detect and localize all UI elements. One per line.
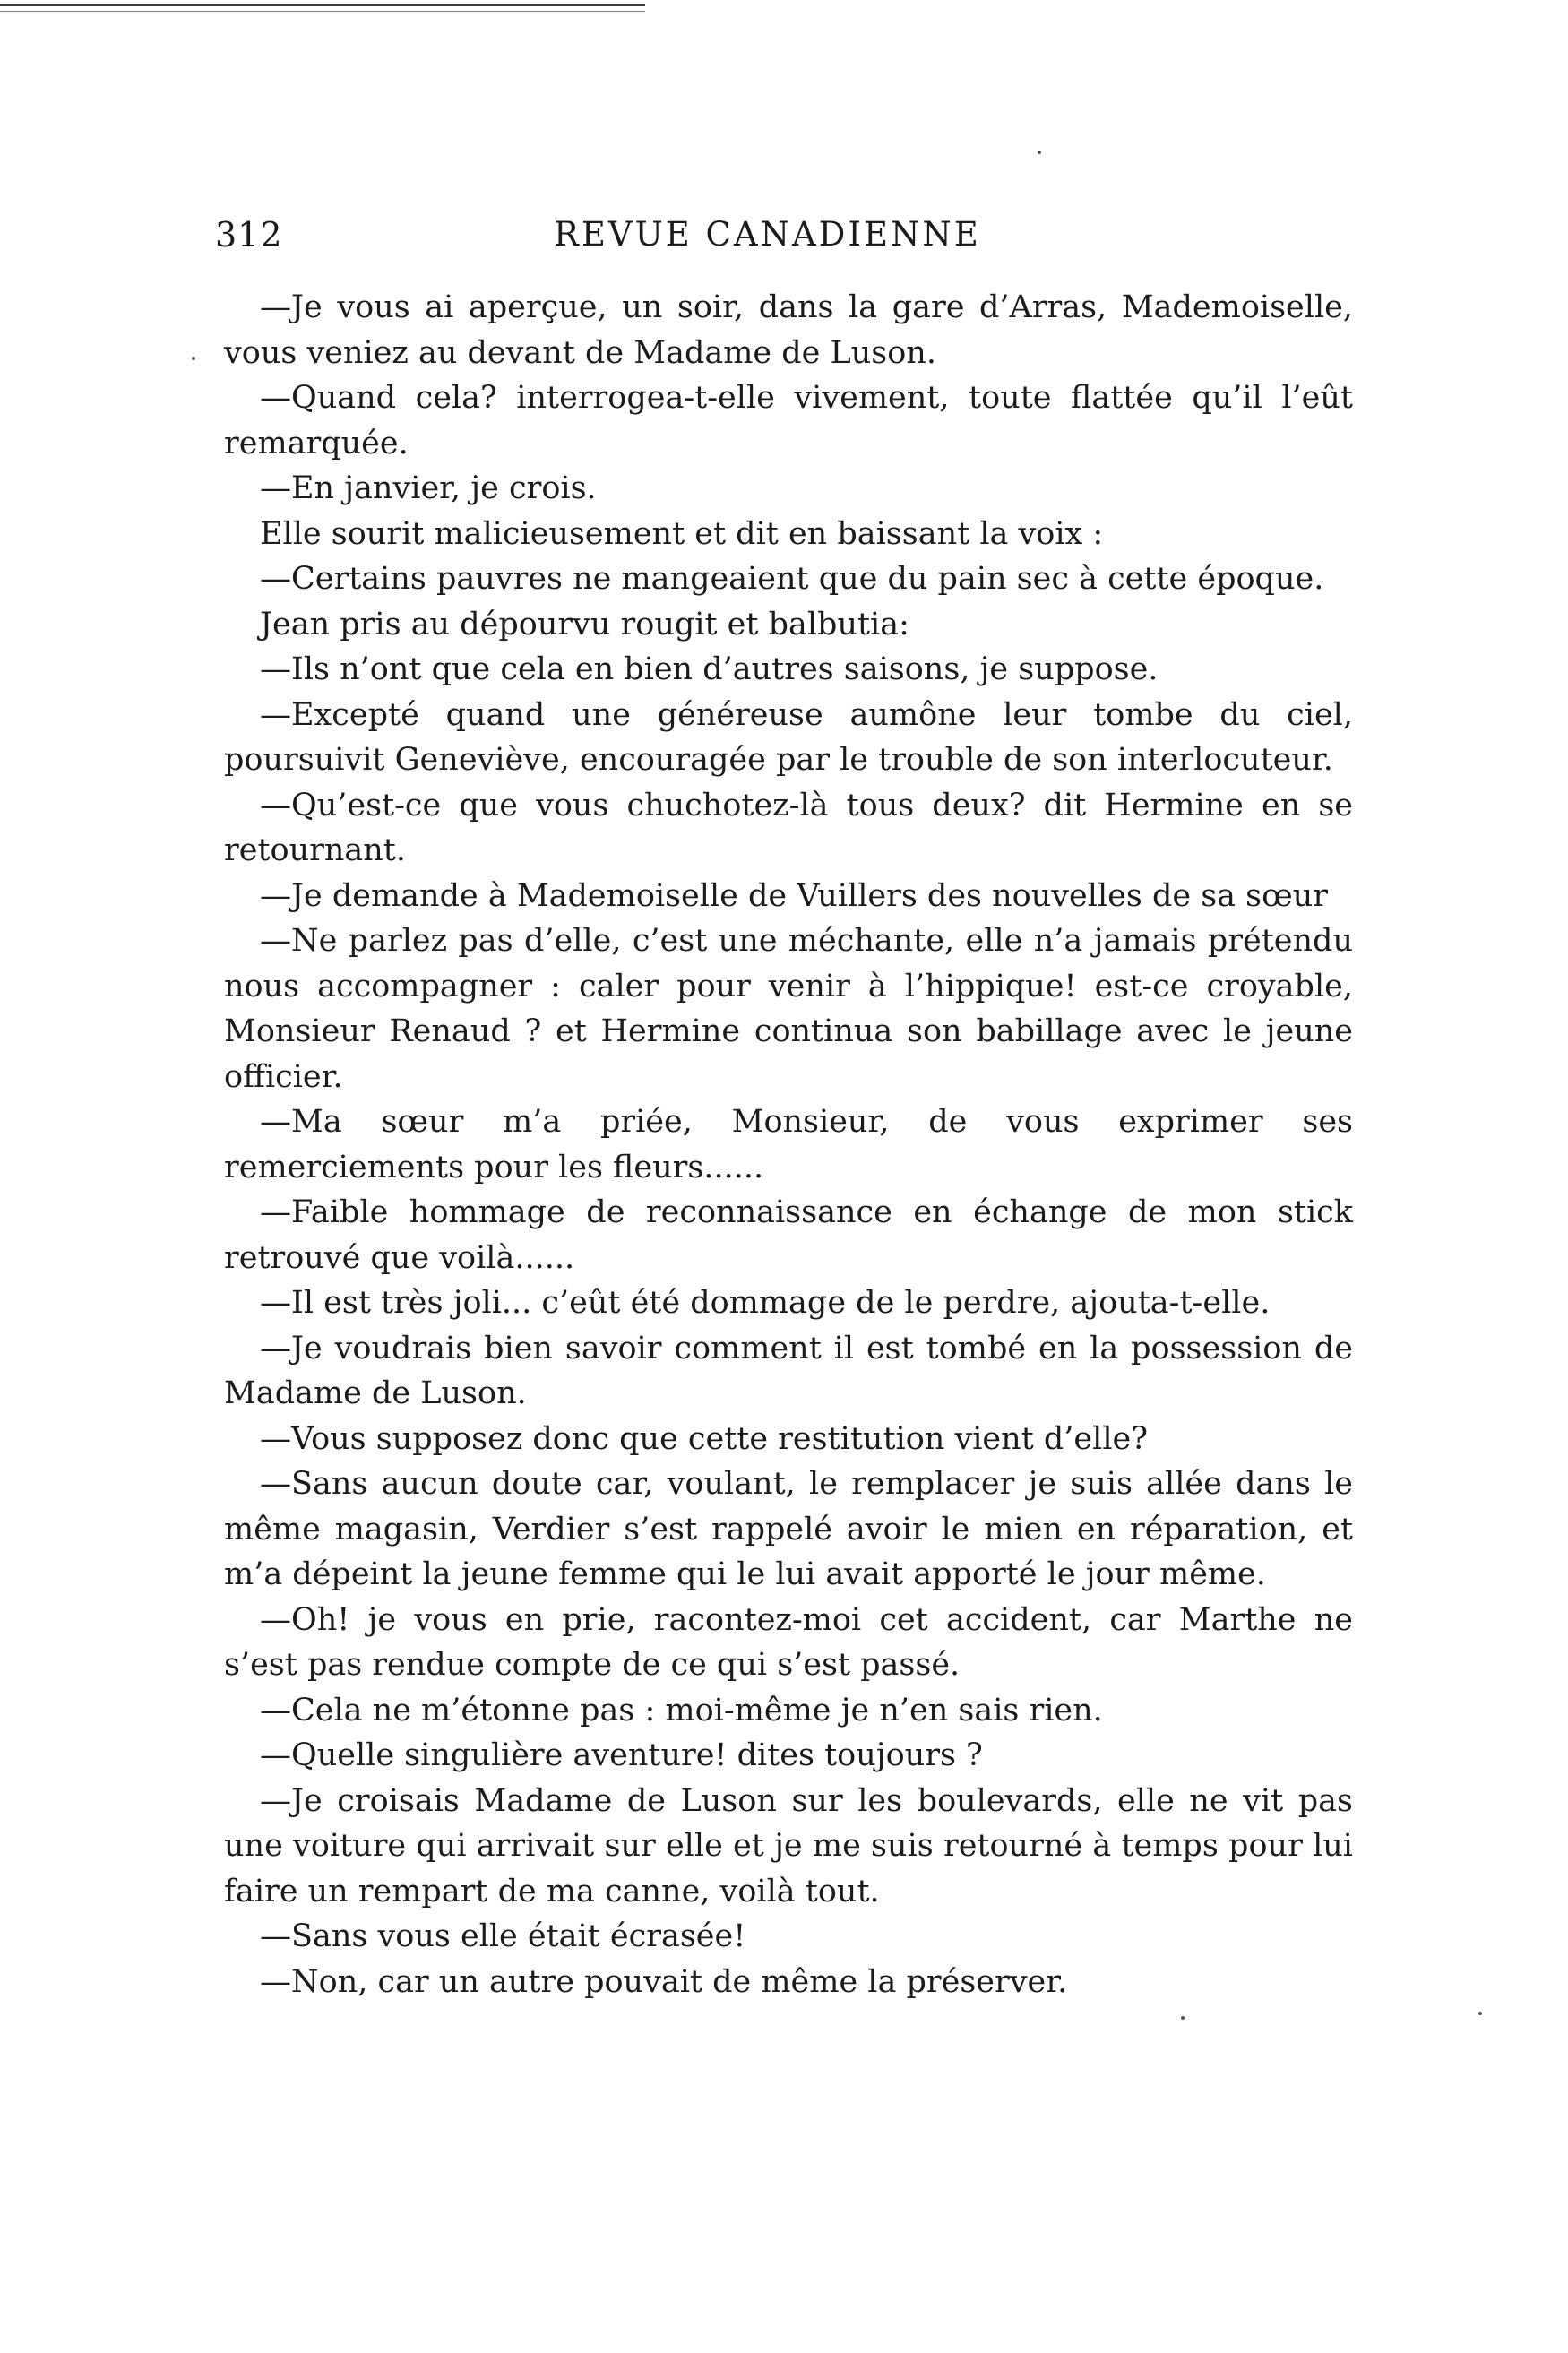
scan-edge-rule — [0, 4, 645, 6]
scan-speck — [1181, 2016, 1185, 2020]
paragraph: —Certains pauvres ne mangeaient que du pain sec à cette époque. — [260, 561, 1324, 597]
paragraph: —Cela ne m’étonne pas : moi-même je n’en sais rien. — [260, 1692, 1103, 1728]
scan-edge-rule-thin — [0, 11, 645, 12]
paragraph: Elle sourit malicieusement et dit en baissant la voix : — [260, 515, 1104, 552]
paragraph: —Je voudrais bien savoir comment il est tombé en la possession de Madame de Luson. — [224, 1330, 1353, 1411]
paragraph: —Vous supposez donc que cette restitution vient d’elle? — [260, 1420, 1148, 1457]
paragraph: —Je vous ai aperçue, un soir, dans la gare d’Arras, Mademoiselle, vous veniez au devant de Madame de Luson. — [224, 289, 1353, 371]
scan-speck — [1478, 2012, 1482, 2015]
paragraph: —Quand cela? interrogea-t-elle vivement, toute flattée qu’il l’eût remarquée. — [224, 380, 1353, 461]
page-number: 312 — [215, 215, 283, 254]
paragraph: —Sans aucun doute car, voulant, le remplacer je suis allée dans le même magasin, Verdier s’est rappelé avoir le mien en réparation, et m’a dépeint la jeune femme qui le lui avait apporté le jour même. — [224, 1466, 1353, 1592]
paragraph: Jean pris au dépourvu rougit et balbutia: — [260, 606, 909, 642]
paragraph: —Non, car un autre pouvait de même la préserver. — [260, 1963, 1068, 2000]
paragraph: —Sans vous elle était écrasée! — [260, 1918, 746, 1954]
paragraph: —Quelle singulière aventure! dites toujours ? — [260, 1737, 983, 1773]
paragraph: —Ma sœur m’a priée, Monsieur, de vous exprimer ses remerciements pour les fleurs...... — [224, 1104, 1353, 1185]
paragraph: —Je demande à Mademoiselle de Vuillers des nouvelles de sa sœur — [260, 877, 1328, 914]
paragraph: —Faible hommage de reconnaissance en échange de mon stick retrouvé que voilà...... — [224, 1194, 1353, 1276]
paragraph: —Je croisais Madame de Luson sur les boulevards, elle ne vit pas une voiture qui arrivait sur elle et je me suis retourné à temps pour lui faire un rempart de ma canne, voilà tout. — [224, 1782, 1353, 1909]
paragraph: —Excepté quand une généreuse aumône leur tombe du ciel, poursuivit Geneviève, encouragée par le trouble de son interlocuteur. — [224, 696, 1353, 778]
paragraph: —Oh! je vous en prie, racontez-moi cet accident, car Marthe ne s’est pas rendue compte de ce qui s’est passé. — [224, 1601, 1353, 1683]
running-header — [215, 215, 1353, 269]
scan-speck — [1038, 151, 1041, 154]
body-text — [224, 285, 1353, 2004]
paragraph: —Ne parlez pas d’elle, c’est une méchante, elle n’a jamais prétendu nous accompagner : caler pour venir à l’hippique! est-ce croyable, Monsieur Renaud ? et Hermine continua son babillage avec le jeune officier. — [224, 923, 1353, 1095]
journal-title: REVUE CANADIENNE — [554, 215, 981, 254]
paragraph: —Il est très joli... c’eût été dommage de le perdre, ajouta-t-elle. — [260, 1285, 1271, 1321]
scan-speck — [192, 357, 195, 360]
paragraph: —Qu’est-ce que vous chuchotez-là tous deux? dit Hermine en se retournant. — [224, 787, 1353, 868]
paragraph: —En janvier, je crois. — [260, 470, 597, 506]
paragraph: —Ils n’ont que cela en bien d’autres saisons, je suppose. — [260, 651, 1159, 687]
